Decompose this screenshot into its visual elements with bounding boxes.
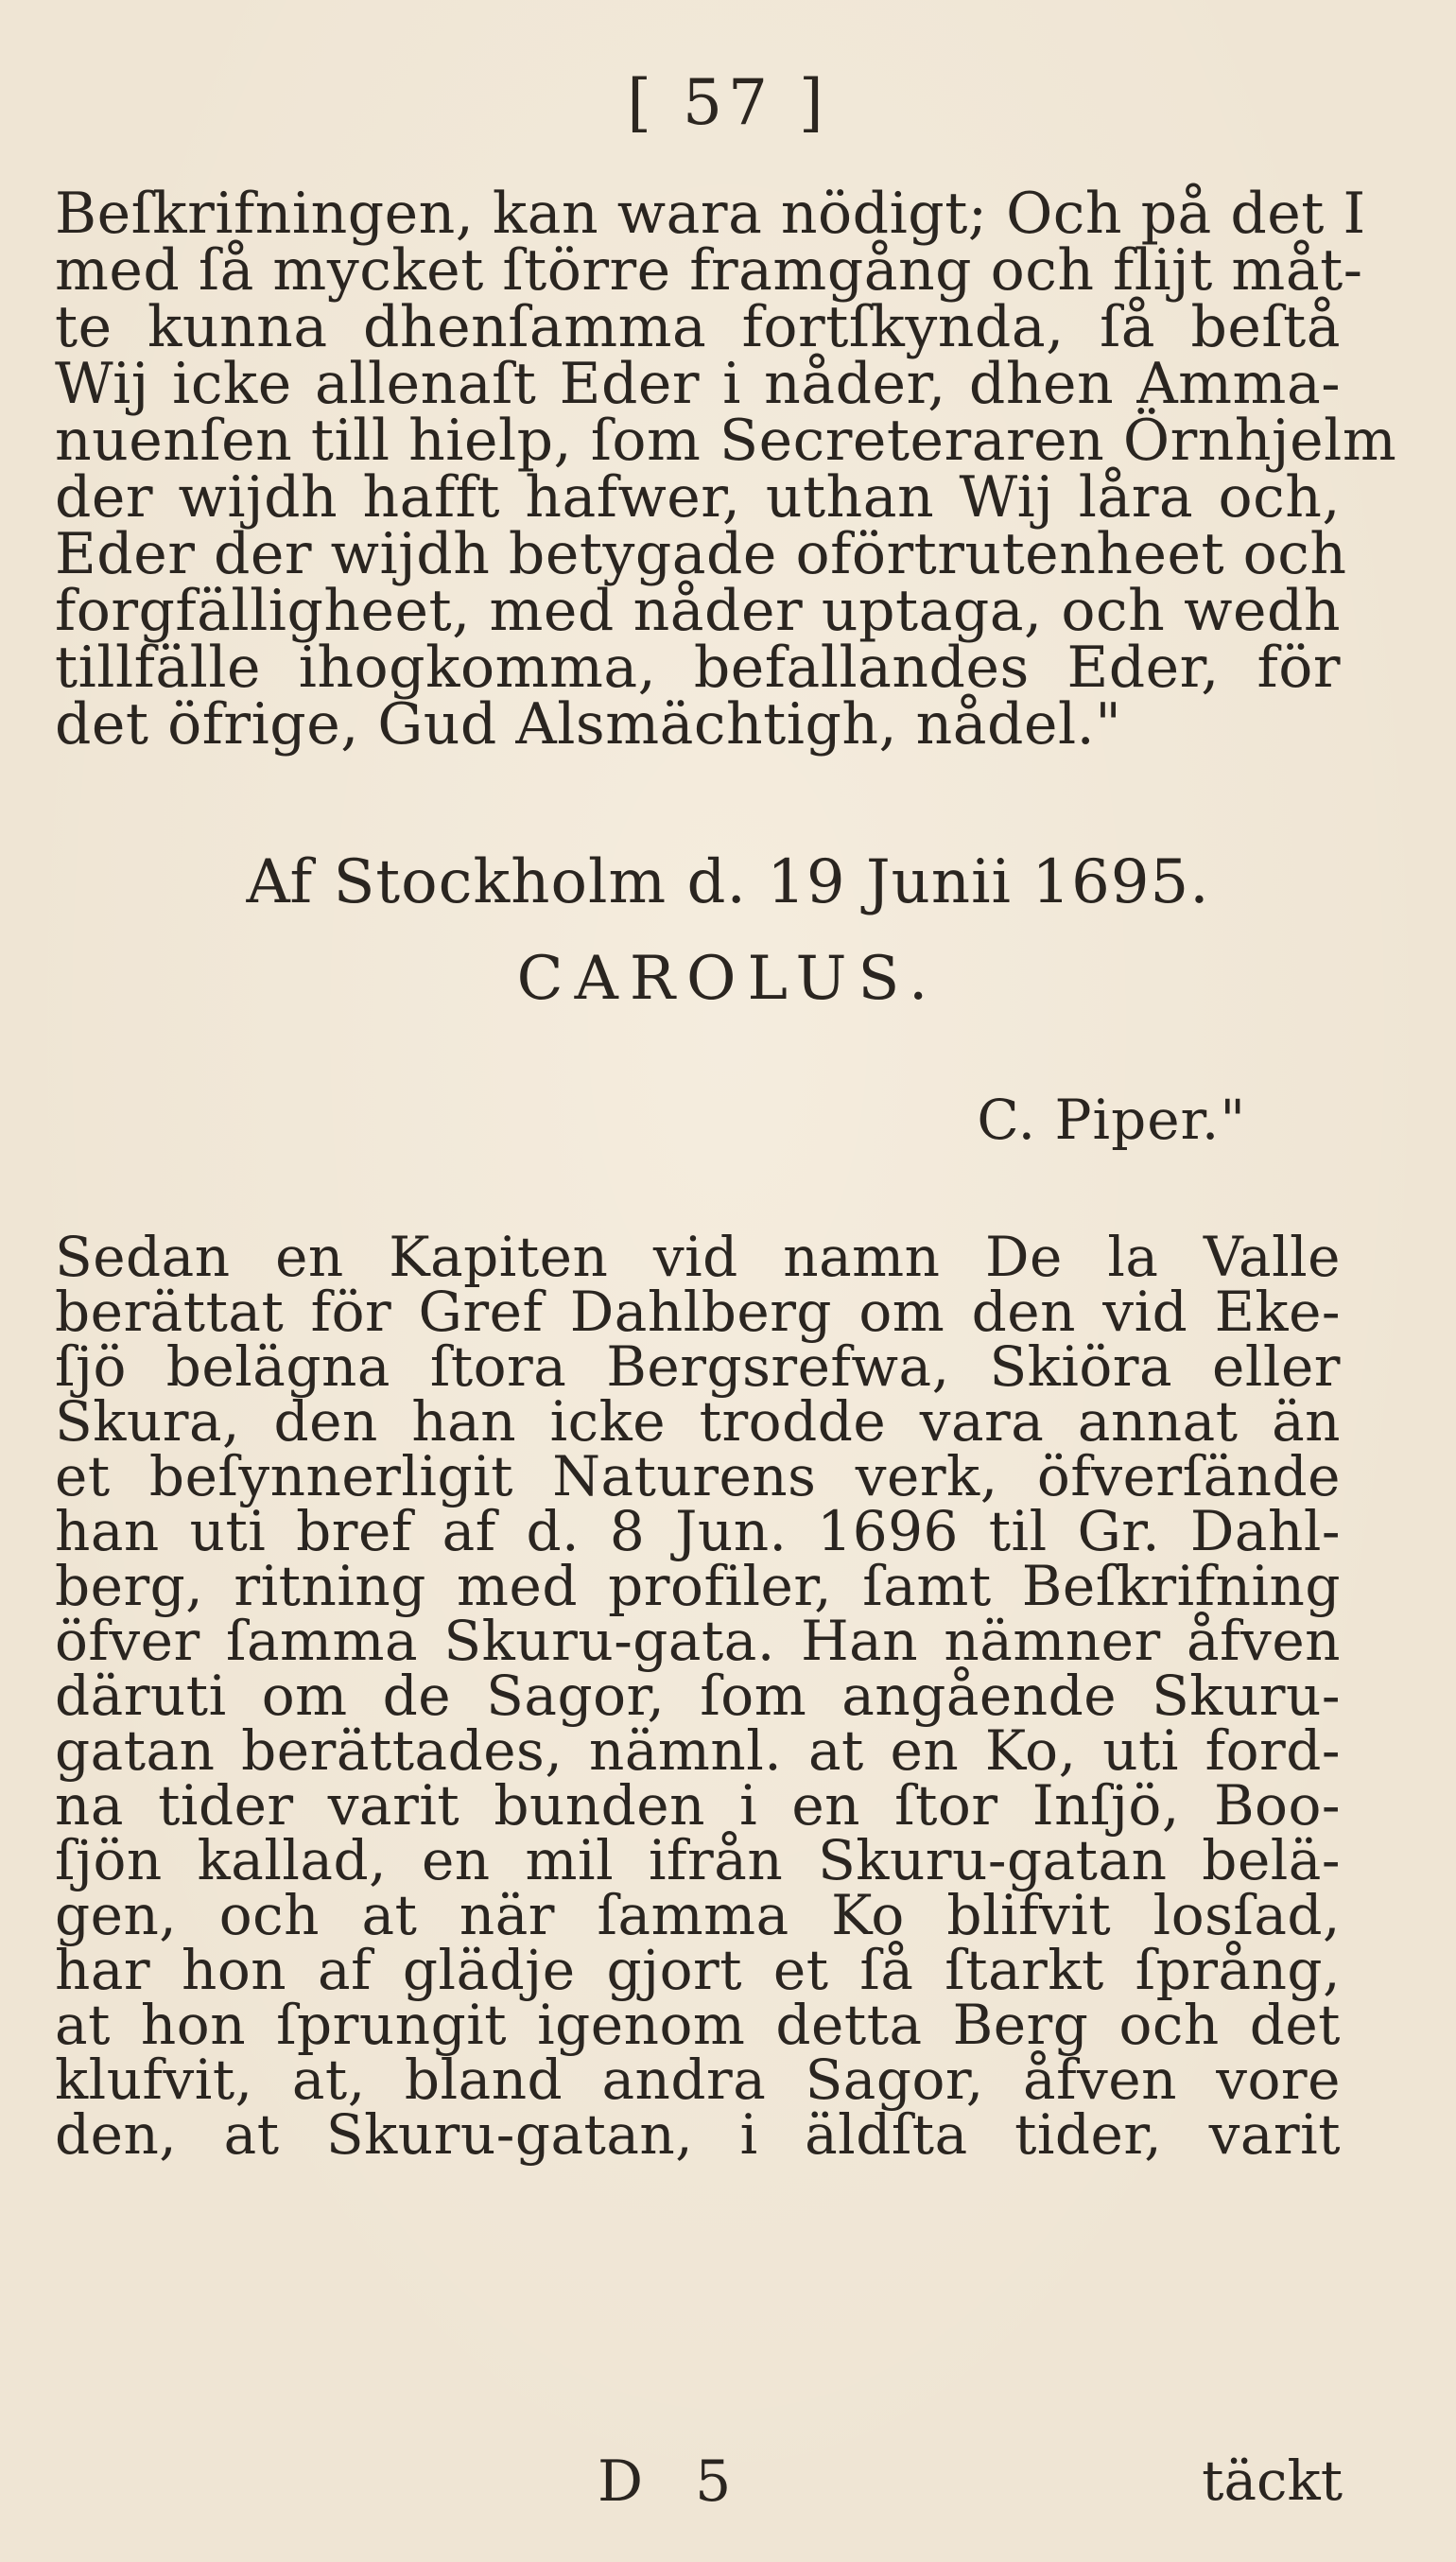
text-line: Beſkrifningen, kan wara nödigt; Och på det I bbox=[55, 181, 1366, 247]
text-line: na tider varit bunden i en ſtor Inſjö, Boo- bbox=[55, 1773, 1341, 1838]
paragraph-letter-text bbox=[55, 181, 1397, 758]
text-line: öfver ſamma Skuru-gata. Han nämner åfven bbox=[55, 1609, 1341, 1673]
text-line: Eder der wijdh betygade oförtrutenheet och bbox=[55, 521, 1347, 587]
text-line: nuenſen till hielp, ſom Secreteraren Örnhjelm bbox=[55, 408, 1397, 474]
letter-dateline: Af Stockholm d. 19 Junii 1695. bbox=[246, 847, 1210, 917]
text-line: Wij icke allenaſt Eder i nåder, dhen Amma- bbox=[55, 351, 1341, 417]
text-line: berg, ritning med profiler, ſamt Beſkrifning bbox=[55, 1554, 1341, 1618]
royal-signature: CAROLUS. bbox=[516, 944, 940, 1014]
text-line: at hon ſprungit igenom detta Berg och det bbox=[55, 1993, 1341, 2057]
text-line: den, at Skuru-gatan, i äldſta tider, varit bbox=[55, 2102, 1341, 2167]
text-line: der wijdh hafft hafwer, uthan Wij låra och, bbox=[55, 464, 1341, 531]
catchword: täckt bbox=[1202, 2449, 1343, 2513]
text-line: däruti om de Sagor, ſom angående Skuru- bbox=[55, 1664, 1341, 1728]
text-line: gen, och at när ſamma Ko blifvit losſad, bbox=[55, 1883, 1341, 1947]
text-line: te kunna dhenſamma fortſkynda, ſå beſtå bbox=[55, 294, 1341, 360]
text-line: det öfrige, Gud Alsmächtigh, nådel." bbox=[55, 691, 1122, 758]
text-line: ſjö belägna ſtora Bergsrefwa, Skiöra eller bbox=[55, 1334, 1341, 1399]
text-line: forgfällighеet, med nåder uptaga, och wedh bbox=[55, 578, 1341, 644]
countersignature: C. Piper." bbox=[977, 1088, 1246, 1152]
signature-mark: D 5 bbox=[598, 2449, 749, 2515]
text-line: Skura, den han icke trodde vara annat än bbox=[55, 1389, 1341, 1454]
text-line: Sedan en Kapiten vid namn De la Valle bbox=[55, 1225, 1341, 1289]
text-line: har hon af glädje gjort et ſå ſtarkt ſprång, bbox=[55, 1938, 1341, 2002]
text-line: gatan berättades, nämnl. at en Ko, uti ford- bbox=[55, 1718, 1341, 1783]
text-line: klufvit, at, bland andra Sagor, åfven vore bbox=[55, 2048, 1341, 2112]
text-line: tillfälle ihogkomma, befallandes Eder, för bbox=[55, 635, 1341, 701]
text-line: et beſynnerligit Naturens verk, öfverſände bbox=[55, 1444, 1341, 1508]
paragraph-narrative-text bbox=[55, 1225, 1341, 2167]
text-line: berättat för Gref Dahlberg om den vid Eke- bbox=[55, 1280, 1341, 1344]
text-line: han uti bref af d. 8 Jun. 1696 til Gr. Dahl- bbox=[55, 1499, 1341, 1563]
text-line: med ſå mycket ſtörre framgång och flijt måt- bbox=[55, 237, 1363, 304]
text-line: ſjön kallad, en mil ifrån Skuru-gatan belä- bbox=[55, 1828, 1341, 1892]
page-number: [ 57 ] bbox=[627, 66, 829, 139]
